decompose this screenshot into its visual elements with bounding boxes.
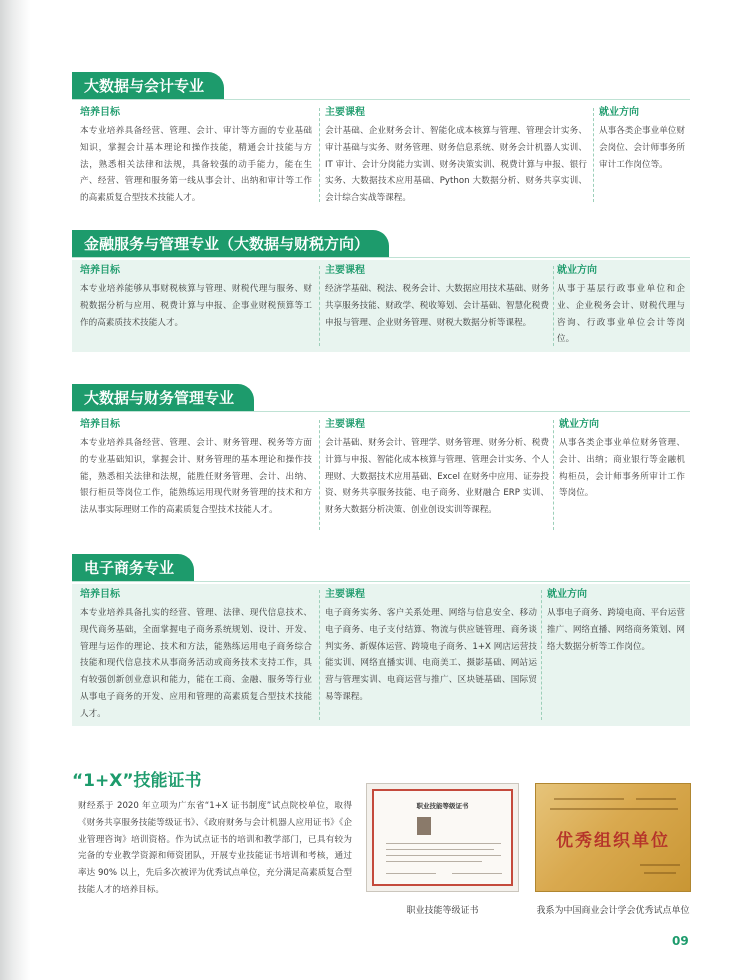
program-section-accounting [72,72,690,208]
career-column [599,106,685,173]
career-heading: 就业方向 [599,107,639,118]
book-spine-shadow [0,0,30,980]
program-section-ecommerce [72,554,690,726]
award-plaque-photo [535,783,691,892]
courses-heading: 主要课程 [325,419,365,430]
goal-heading: 培养目标 [80,589,120,600]
courses-heading: 主要课程 [325,107,365,118]
goal-text: 本专业培养具备经营、管理、会计、财务管理、税务等方面的专业基础知识，掌握会计、财务管理的基本理论和操作技能，熟悉相关法律和法规，能胜任财务管理、会计、出纳、银行柜员等岗位工作，能熟练运用现代财务管理的技术和方法从事实际理财工作的高素质复合型技术技能人才。 [80,438,312,516]
courses-heading: 主要课程 [325,265,365,276]
award-title: 优秀组织单位 [556,831,670,851]
goal-heading: 培养目标 [80,107,120,118]
career-text: 从事各类企事业单位财务管理、会计、出纳；商业银行等金融机构柜员，会计师事务所审计工作等岗位。 [559,438,685,499]
career-column [559,418,685,502]
goal-text: 本专业培养具备扎实的经营、管理、法律、现代信息技术、现代商务基础，全面掌握电子商务系统规划、设计、开发、管理与运作的理论、技术和方法，能熟练运用电子商务综合技能和现代信息技术从事商务活动或商务技术支持工作，具有较强创新创业意识和能力，能在工商、金融、服务等行业从事电子商务的开发、应用和管理的高素质复合型技术技能人才。 [80,608,312,719]
award-plaque-caption: 我系为中国商业会计学会优秀试点单位 [536,906,690,916]
courses-column [325,264,549,331]
courses-column [325,588,537,706]
career-text: 从事于基层行政事业单位和企业、企业税务会计、财税代理与咨询、行政事业单位会计等岗位。 [557,284,685,345]
career-heading: 就业方向 [557,265,597,276]
program-info-box [72,414,690,536]
goal-text: 本专业培养能够从事财税核算与管理、财税代理与服务、财税数据分析与应用、税费计算与申报、企事业财税预算等工作的高素质技术技能人才。 [80,284,312,328]
program-info-box [72,102,690,208]
career-heading: 就业方向 [547,589,587,600]
courses-heading: 主要课程 [325,589,365,600]
certificate-title: “1+X”技能证书 [72,771,202,791]
goal-column [80,588,312,723]
career-text: 从事各类企事业单位财会岗位、会计师事务所审计工作岗位等。 [599,126,685,170]
courses-text: 电子商务实务、客户关系处理、网络与信息安全、移动电子商务、电子支付结算、物流与供应链管理、商务谈判实务、新媒体运营、跨境电子商务、1+X 网店运营技能实训、网络直播实训、电商美工、摄影基础、网站运营与管理实训、电商运营与推广、区块链基础、国际贸易等课程。 [325,608,537,702]
goal-column [80,264,312,331]
skill-certificate-caption: 职业技能等级证书 [406,906,479,916]
program-info-box [72,260,690,352]
program-title: 大数据与会计专业 [72,72,224,100]
career-text: 从事电子商务、跨境电商、平台运营推广、网络直播、网络商务策划、网络大数据分析等工作岗位。 [547,608,685,652]
goal-heading: 培养目标 [80,265,120,276]
career-column [557,264,685,348]
goal-column [80,106,312,207]
program-section-finance-tax [72,230,690,354]
goal-text: 本专业培养具备经营、管理、会计、审计等方面的专业基础知识，掌握会计基本理论和操作技能，精通会计技能与方法，熟悉相关法律和法规，具备较强的动手能力，能在生产、经营、管理和服务第一线从事会计、出纳和审计等工作的高素质复合型技术技能人才。 [80,126,312,204]
certificate-photo-heading: 职业技能等级证书 [416,802,469,810]
career-heading: 就业方向 [559,419,599,430]
goal-heading: 培养目标 [80,419,120,430]
program-section-financial-management [72,384,690,534]
certificate-text: 财经系于 2020 年立项为广东省“1+X 证书制度”试点院校单位，取得《财务共享服务技能等级证书》、《政府财务与会计机器人应用证书》《企业管理咨询》培训资格。作为试点证书的培训和教学部门，已具有较为完备的专业教学资源和师资团队，开展专业技能证书培训和考核，通过率达 90% 以上，先后多次被评为优秀试点单位，充分满足高素质复合型技能人才的培养目标。 [78,801,352,895]
page-number: 09 [672,934,689,948]
courses-text: 会计基础、财务会计、管理学、财务管理、财务分析、税费计算与申报、智能化成本核算与管理、管理会计实务、个人理财、大数据技术应用基础、Excel 在财务中应用、证券投资、财务共享服务技能、电子商务、业财融合 ERP 实训、财务大数据分析决策、创业创设实训等课程。 [325,438,549,516]
courses-column [325,106,587,207]
program-title: 金融服务与管理专业（大数据与财税方向） [72,230,389,258]
courses-text: 经济学基础、税法、税务会计、大数据应用技术基础、财务共享服务技能、财政学、税收筹划、会计基础、智慧化税费申报与管理、企业财务管理、财税大数据分析等课程。 [325,284,549,328]
career-column [547,588,685,655]
program-title: 电子商务专业 [72,554,194,582]
courses-column [325,418,549,519]
program-title: 大数据与财务管理专业 [72,384,254,412]
courses-text: 会计基础、企业财务会计、智能化成本核算与管理、管理会计实务、审计基础与实务、财务管理、财务信息系统、财务会计机器人实训、IT 审计、会计分岗能力实训、财务决策实训、税费计算与申报、银行实务、大数据技术应用基础、Python 大数据分析、财务共享实训、会计综合实战等课程。 [325,126,587,204]
program-info-box [72,584,690,726]
skill-certificate-photo [366,783,519,892]
goal-column [80,418,312,519]
portrait-photo [417,817,431,835]
